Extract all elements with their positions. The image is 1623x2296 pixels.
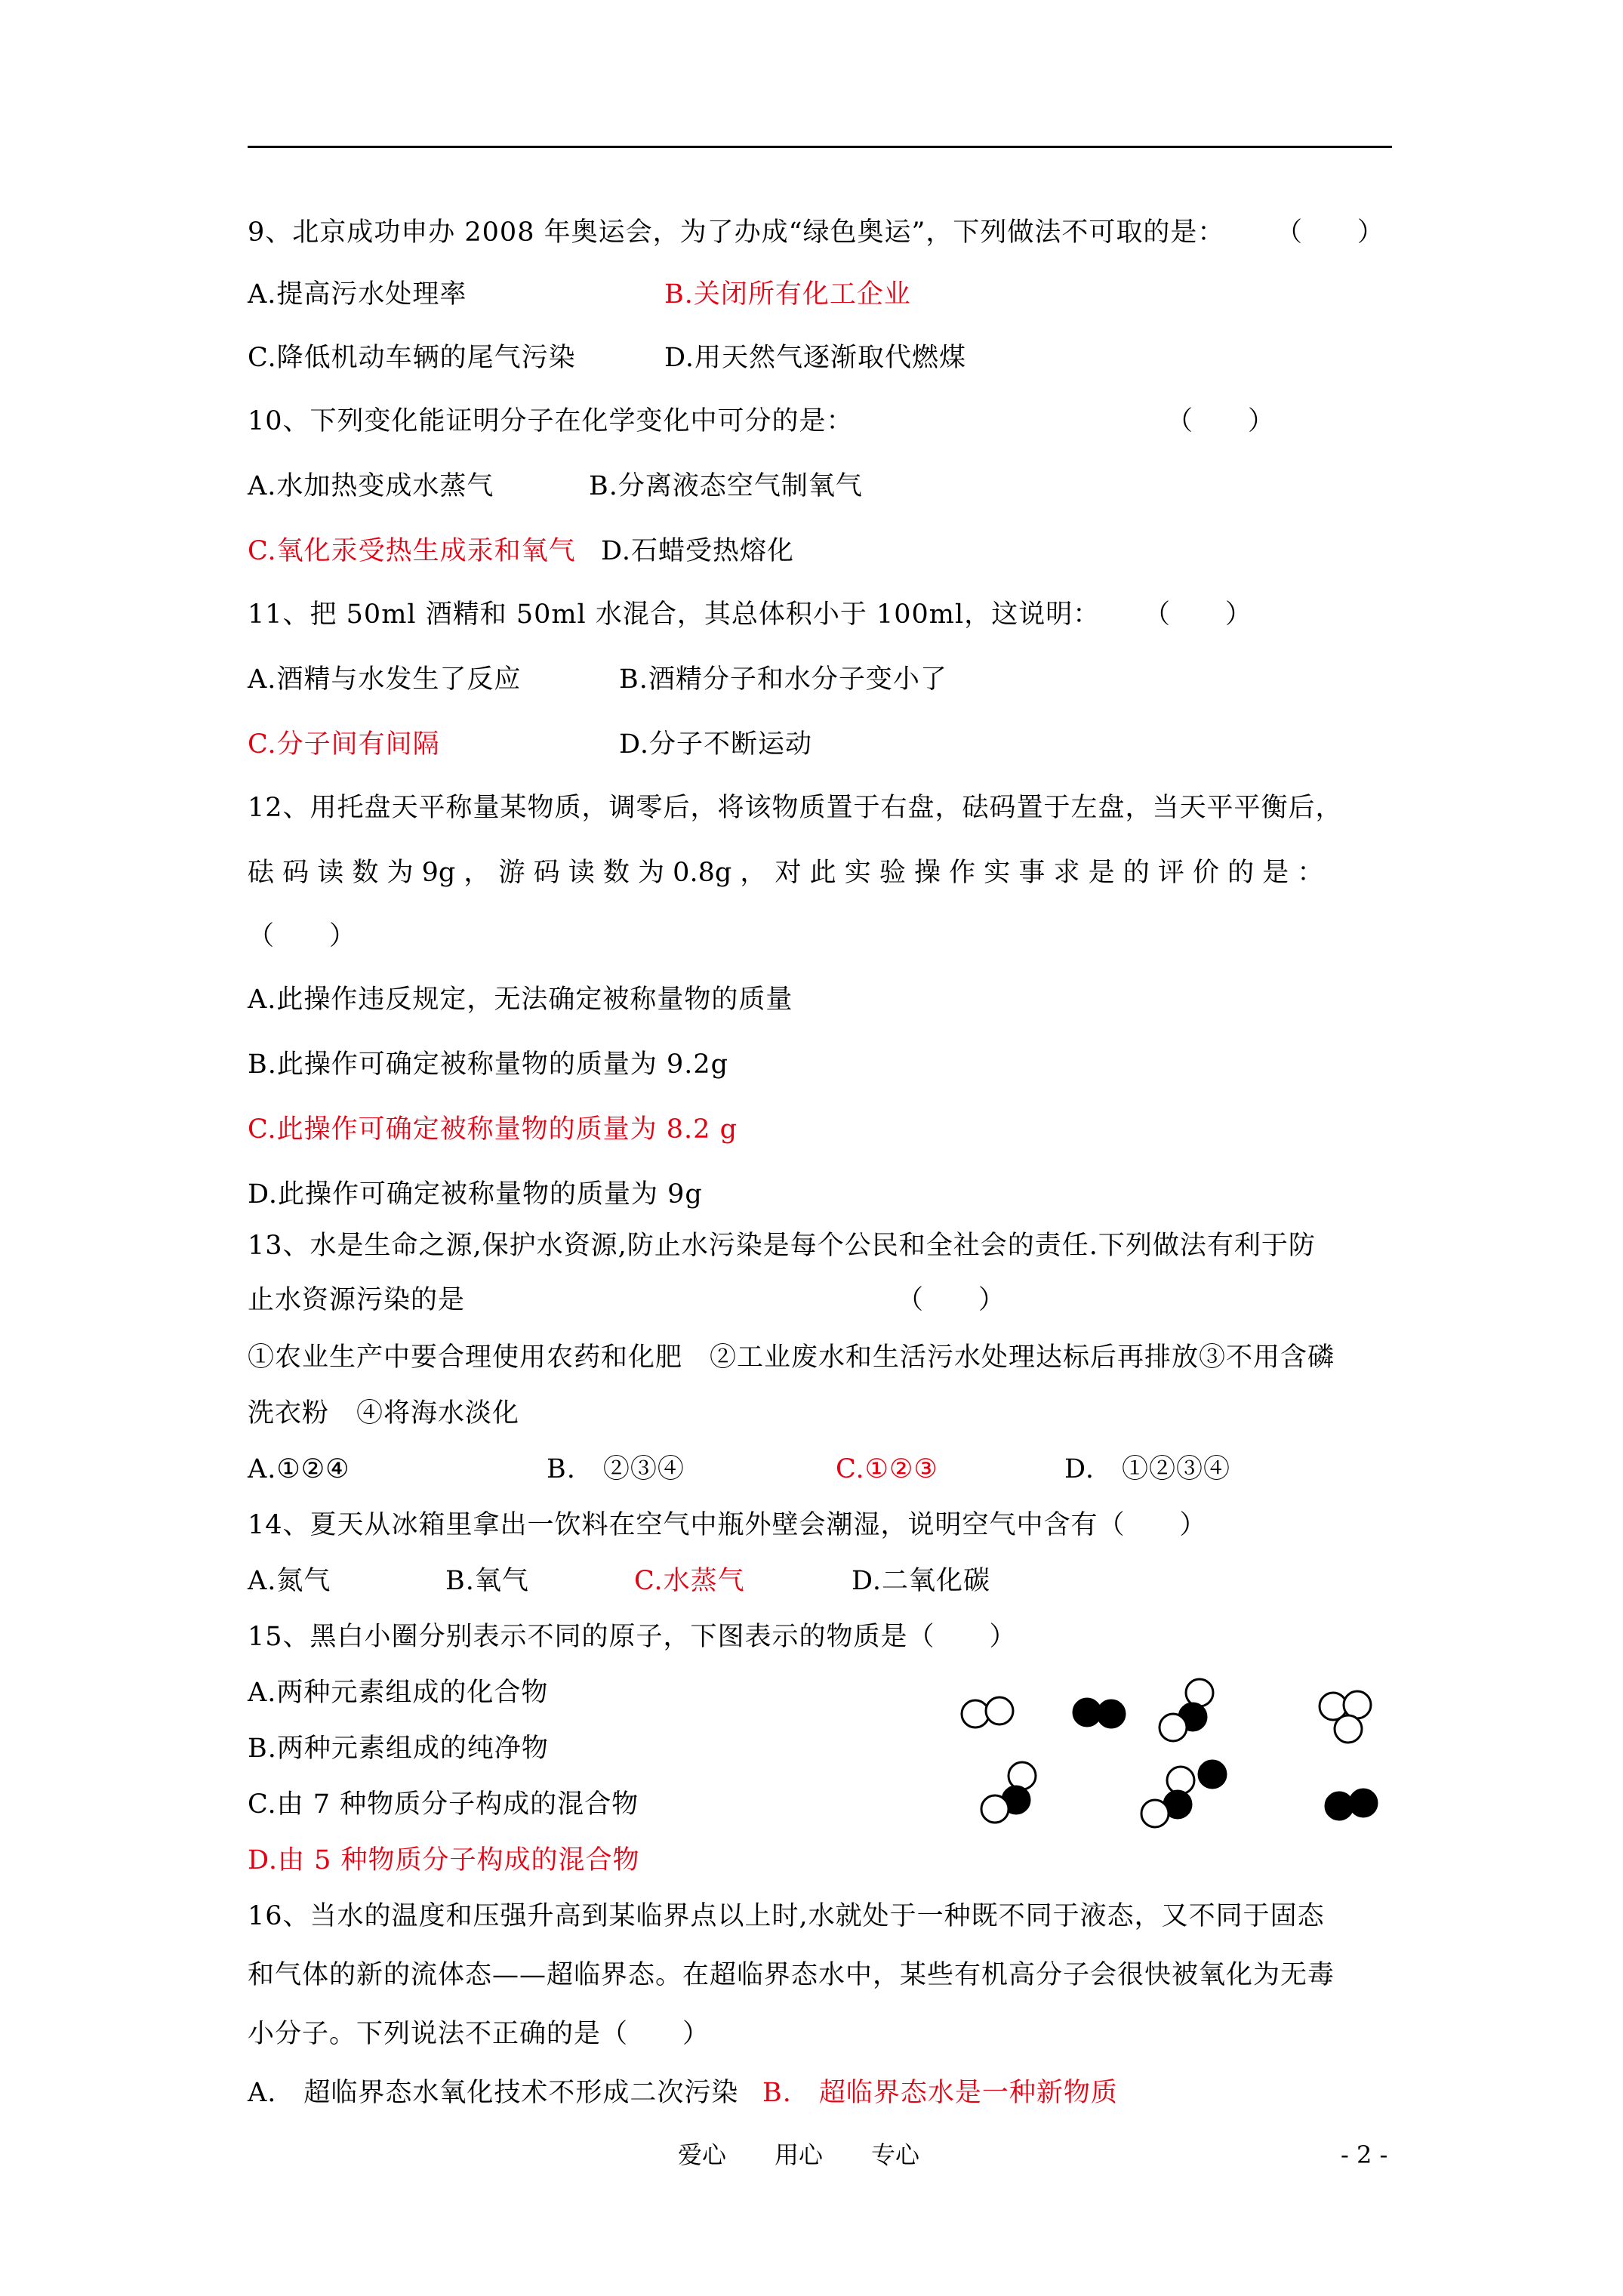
q15-option-a: A.两种元素组成的化合物 [248, 1678, 549, 1708]
q11-option-b: B.酒精分子和水分子变小了 [619, 664, 947, 695]
q10-option-b: B.分离液态空气制氧气 [589, 471, 863, 501]
q16-option-b: B. 超临界态水是一种新物质 [762, 2078, 1118, 2108]
q10-option-a: A.水加热变成水蒸气 [248, 471, 494, 501]
q13-option-c: C.①②③ [836, 1454, 938, 1484]
q13-stem-line1: 13、水是生命之源,保护水资源,防止水污染是每个公民和全社会的责任.下列做法有利于防 [248, 1231, 1316, 1261]
q13-option-d: D. ①②③④ [1064, 1454, 1230, 1484]
page-number: - 2 - [1341, 2140, 1388, 2169]
q11-option-c: C.分子间有间隔 [248, 729, 440, 760]
q12-stem-line1: 12、用托盘天平称量某物质，调零后，将该物质置于右盘，砝码置于左盘，当天平平衡后， [248, 793, 1343, 823]
q9-option-b: B.关闭所有化工企业 [664, 279, 911, 310]
q9-option-d: D.用天然气逐渐取代燃煤 [664, 343, 966, 373]
q12-option-c: C.此操作可确定被称量物的质量为 8.2 g [248, 1114, 738, 1145]
q16-stem-line1: 16、当水的温度和压强升高到某临界点以上时,水就处于一种既不同于液态，又不同于固态 [248, 1901, 1325, 1931]
q14-option-d: D.二氧化碳 [852, 1566, 990, 1596]
q9-paren: （ ） [1276, 217, 1385, 248]
q15-option-d: D.由 5 种物质分子构成的混合物 [248, 1845, 640, 1875]
molecule-three-white [1320, 1691, 1371, 1743]
q13-option-b: B. ②③④ [547, 1454, 685, 1484]
q11-paren: （ ） [1144, 599, 1253, 630]
q10-stem: 10、下列变化能证明分子在化学变化中可分的是： [248, 406, 854, 436]
q9-option-c: C.降低机动车辆的尾气污染 [248, 343, 576, 373]
q13-paren: （ ） [897, 1285, 1006, 1315]
q10-paren: （ ） [1166, 406, 1276, 436]
molecule-black-black-1 [1073, 1699, 1125, 1727]
q13-item-line2: 洗衣粉 ④将海水淡化 [248, 1398, 520, 1428]
q11-stem: 11、把 50ml 酒精和 50ml 水混合，其总体积小于 100ml，这说明： [248, 599, 1101, 630]
q14-option-b: B.氧气 [445, 1566, 529, 1596]
q13-stem-line2: 止水资源污染的是 [248, 1285, 466, 1315]
q10-option-d: D.石蜡受热熔化 [601, 536, 794, 566]
q15-stem: 15、黑白小圈分别表示不同的原子，下图表示的物质是（ ） [248, 1622, 1017, 1652]
q9-stem: 9、北京成功申办 2008 年奥运会，为了办成“绿色奥运”，下列做法不可取的是： [248, 217, 1225, 248]
q10-option-c: C.氧化汞受热生成汞和氧气 [248, 536, 576, 566]
q12-option-d: D.此操作可确定被称量物的质量为 9g [248, 1179, 703, 1210]
q12-option-a: A.此操作违反规定，无法确定被称量物的质量 [248, 985, 793, 1015]
q12-option-b: B.此操作可确定被称量物的质量为 9.2g [248, 1049, 729, 1080]
molecule-white-black-3 [1141, 1761, 1226, 1827]
q11-option-a: A.酒精与水发生了反应 [248, 664, 522, 695]
q13-item-line1: ①农业生产中要合理使用农药和化肥 ②工业废水和生活污水处理达标后再排放③不用含磷 [248, 1342, 1335, 1373]
q13-option-a: A.①②④ [248, 1454, 350, 1484]
molecule-white-white [962, 1697, 1013, 1727]
molecule-black-black-2 [1326, 1789, 1377, 1820]
q14-option-c: C.水蒸气 [634, 1566, 745, 1596]
q15-option-c: C.由 7 种物质分子构成的混合物 [248, 1789, 639, 1820]
q11-option-d: D.分子不断运动 [619, 729, 812, 760]
q16-option-a: A. 超临界态水氧化技术不形成二次污染 [248, 2078, 739, 2108]
q14-option-a: A.氮气 [248, 1566, 331, 1596]
q15-option-b: B.两种元素组成的纯净物 [248, 1734, 549, 1764]
q16-stem-line2: 和气体的新的流体态——超临界态。在超临界态水中，某些有机高分子会很快被氧化为无毒 [248, 1960, 1335, 1990]
q12-paren: （ ） [248, 921, 357, 951]
q9-option-a: A.提高污水处理率 [248, 279, 467, 310]
q16-stem-line3: 小分子。下列说法不正确的是（ ） [248, 2019, 710, 2049]
footer-motto: 爱心 用心 专心 [678, 2140, 920, 2169]
molecule-white-black-2 [981, 1762, 1036, 1823]
molecule-diagram [950, 1675, 1403, 1841]
molecule-white-black-1 [1160, 1679, 1213, 1741]
header-rule [248, 146, 1392, 148]
q12-stem-line2: 砝 码 读 数 为 9g ， 游 码 读 数 为 0.8g ， 对 此 实 验 操 作 实 事 求 是 的 评 价 的 是 ： [248, 858, 1324, 888]
q14-stem: 14、夏天从冰箱里拿出一饮料在空气中瓶外壁会潮湿，说明空气中含有（ ） [248, 1510, 1207, 1540]
